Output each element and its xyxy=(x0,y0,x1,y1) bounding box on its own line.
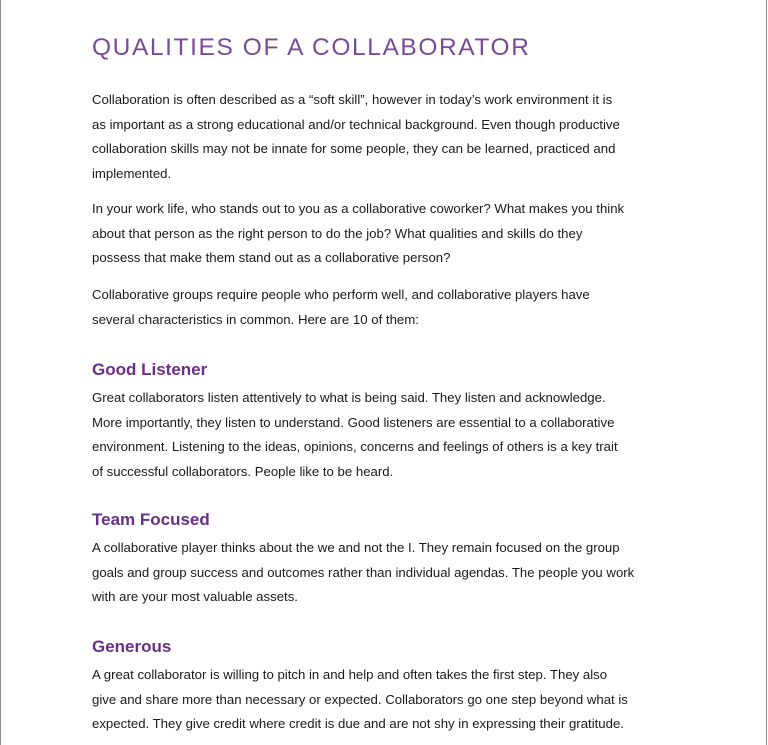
text-line: with are your most valuable assets. xyxy=(92,589,298,604)
text-line: implemented. xyxy=(92,165,172,181)
section-heading-generous: Generous xyxy=(92,637,172,656)
text-line: environment. Listening to the ideas, opinions, concerns and feelings of others is a key trait xyxy=(92,439,618,454)
text-line: In your work life, who stands out to you as a collaborative coworker? What makes you think xyxy=(92,201,625,216)
text-line: of successful collaborators. People like to be heard. xyxy=(92,463,394,479)
text-line: give and share more than necessary or expected. Collaborators go one step beyond what is xyxy=(92,691,628,707)
text-line: as important as a strong educational and/or technical background. Even though productive xyxy=(92,116,620,132)
section-body-team-focused xyxy=(92,536,672,610)
text-line: Collaborative groups require people who perform well, and collaborative players have xyxy=(92,287,590,302)
document-title: QUALITIES OF A COLLABORATOR xyxy=(92,34,531,61)
text-line: collaboration skills may not be innate for some people, they can be learned, practiced and xyxy=(92,141,616,156)
intro-paragraph xyxy=(92,88,672,186)
text-line: expected. They give credit where credit is due and are not shy in expressing their gratitude. xyxy=(92,716,624,731)
text-line: possess that make them stand out as a collaborative person? xyxy=(92,250,451,265)
text-line: Great collaborators listen attentively to what is being said. They listen and acknowledge. xyxy=(92,390,606,405)
text-line: about that person as the right person to do the job? What qualities and skills do they xyxy=(92,225,583,241)
intro-paragraph xyxy=(92,283,672,332)
intro-paragraph xyxy=(92,197,672,271)
section-heading-team-focused: Team Focused xyxy=(92,510,210,529)
text-line: More importantly, they listen to understand. Good listeners are essential to a collaborative xyxy=(92,414,615,430)
text-line: A great collaborator is willing to pitch in and help and often takes the first step. They also xyxy=(92,667,608,682)
text-line: several characteristics in common. Here are 10 of them: xyxy=(92,311,419,327)
text-line: Collaboration is often described as a “soft skill”, however in today’s work environment it is xyxy=(92,92,613,107)
text-line: A collaborative player thinks about the we and not the I. They remain focused on the group xyxy=(92,540,620,555)
section-heading-good-listener: Good Listener xyxy=(92,360,208,379)
text-line: goals and group success and outcomes rather than individual agendas. The people you work xyxy=(92,564,635,580)
section-body-generous xyxy=(92,663,672,737)
section-body-good-listener xyxy=(92,386,672,484)
